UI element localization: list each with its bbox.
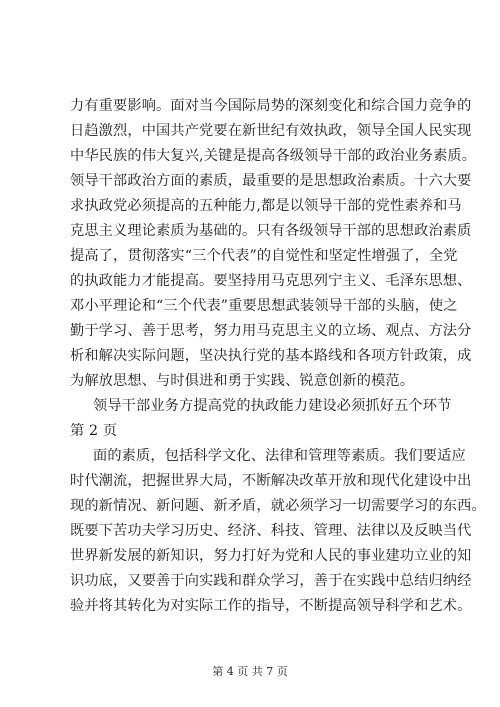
- paragraph-line: 勤于学习、善于思考，努力用马克思主义的立场、观点、方法分: [70, 323, 472, 339]
- paragraph-line: 验并将其转化为对实际工作的指导，不断提高领导科学和艺术。: [70, 598, 472, 614]
- paragraph-line: 日趋激烈，中国共产党要在新世纪有效执政，领导全国人民实现: [70, 123, 472, 139]
- paragraph-line: 面的素质，包括科学文化、法律和管理等素质。我们要适应: [93, 448, 466, 464]
- page-footer: 第 4 页 共 7 页: [212, 665, 288, 678]
- paragraph-line: 的执政能力才能提高。要坚持用马克思列宁主义、毛泽东思想、: [70, 273, 472, 289]
- paragraph-line: 既要下苦功夫学习历史、经济、科技、管理、法律以及反映当代: [70, 523, 472, 539]
- paragraph-line: 求执政党必须提高的五种能力,都是以领导干部的党性素养和马: [70, 198, 462, 214]
- paragraph-line: 为解放思想、与时俱进和勇于实践、锐意创新的模范。: [70, 373, 415, 389]
- page-marker: 第 2 页: [70, 423, 118, 439]
- section-heading: 领导干部业务方提高党的执政能力建设必须抓好五个环节: [93, 398, 452, 414]
- paragraph-line: 中华民族的伟大复兴,关键是提高各级领导干部的政治业务素质。: [70, 148, 477, 164]
- paragraph-line: 领导干部政治方面的素质，最重要的是思想政治素质。十六大要: [70, 173, 472, 189]
- paragraph-line: 邓小平理论和“三个代表”重要思想武装领导干部的头脑，使之: [70, 298, 458, 314]
- paragraph-line: 析和解决实际问题，坚决执行党的基本路线和各项方针政策，成: [70, 348, 472, 364]
- paragraph-line: 识功底，又要善于向实践和群众学习，善于在实践中总结归纳经: [70, 573, 472, 589]
- paragraph-line: 提高了，贯彻落实“三个代表”的自觉性和坚定性增强了，全党: [70, 248, 458, 264]
- paragraph-line: 时代潮流，把握世界大局，不断解决改革开放和现代化建设中出: [70, 473, 472, 489]
- paragraph-line: 现的新情况、新问题、新矛盾，就必须学习一切需要学习的东西。: [70, 498, 486, 514]
- paragraph-line: 力有重要影响。面对当今国际局势的深刻变化和综合国力竞争的: [70, 98, 472, 114]
- paragraph-line: 世界新发展的新知识，努力打好为党和人民的事业建功立业的知: [70, 548, 472, 564]
- paragraph-line: 克思主义理论素质为基础的。只有各级领导干部的思想政治素质: [70, 223, 472, 239]
